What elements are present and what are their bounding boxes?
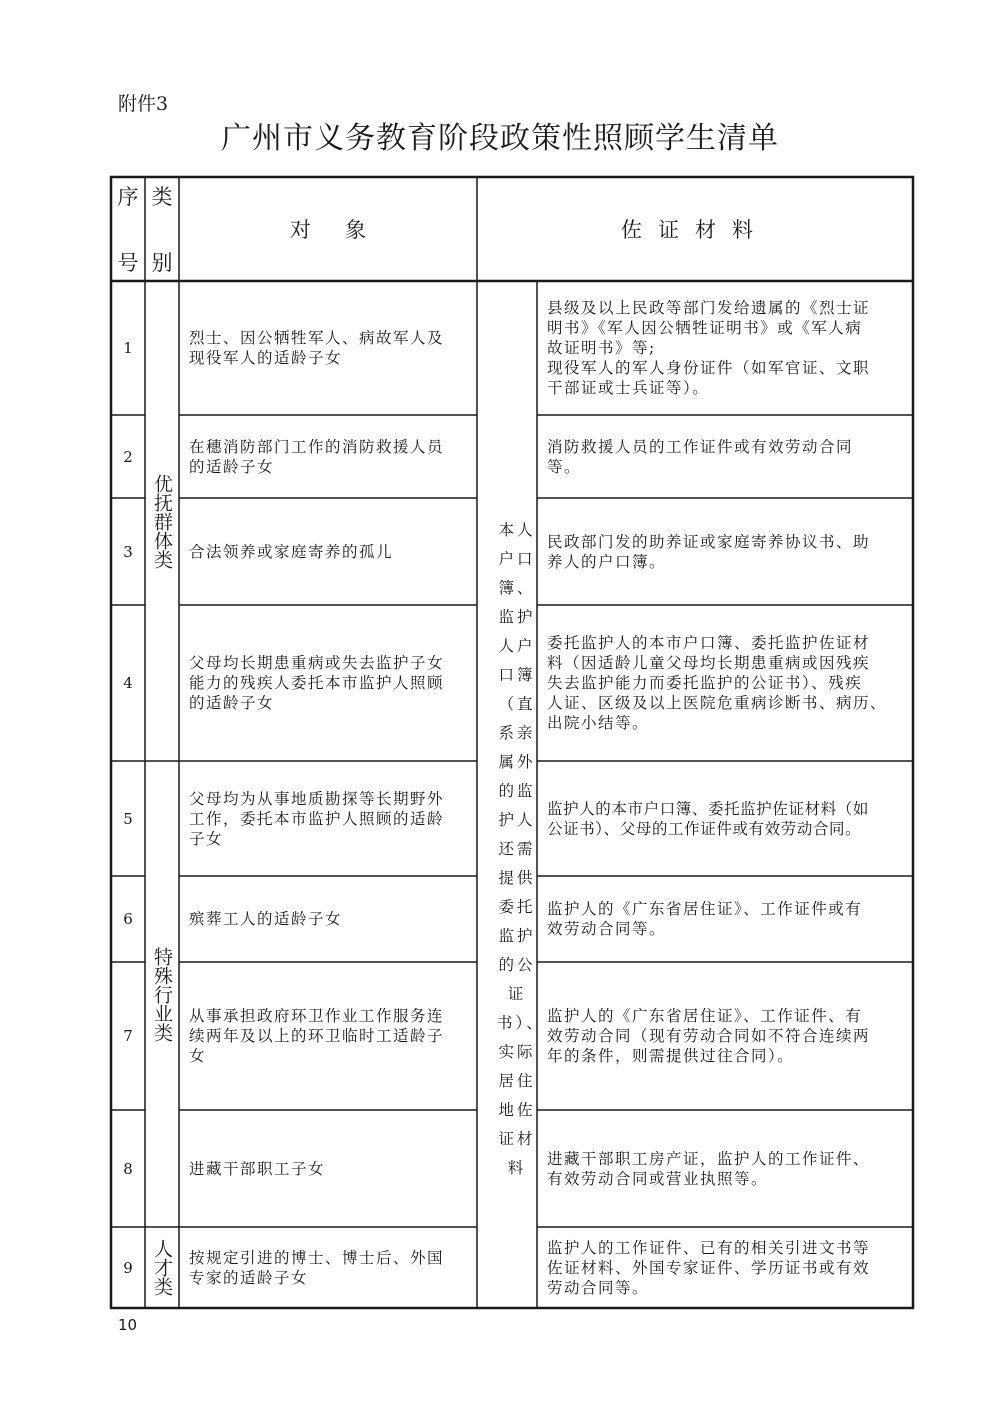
category-teshu: 特殊行业类	[151, 946, 173, 1042]
table-row-target: 从事承担政府环卫作业工作服务连 续两年及以上的环卫临时工适龄子 女	[189, 1007, 445, 1065]
table-row-target: 烈士、因公牺牲军人、病故军人及 现役军人的适龄子女	[189, 329, 445, 367]
table-row-target: 进藏干部职工子女	[189, 1159, 326, 1178]
table-row-evidence: 消防救援人员的工作证件或有效劳动合同 等。	[547, 437, 854, 476]
table-row-target: 父母均长期患重病或失去监护子女 能力的残疾人委托本市监护人照顾 的适龄子女	[189, 654, 445, 712]
table-row-evidence: 进藏干部职工房产证，监护人的工作证件、 有效劳动合同或营业执照等。	[547, 1149, 871, 1188]
table-row-num: 8	[123, 1159, 133, 1178]
table-row-num: 5	[123, 809, 133, 828]
common-material-cell	[477, 281, 545, 1308]
table-row-num: 7	[123, 1027, 133, 1045]
header-category	[145, 177, 179, 281]
table-row-evidence: 监护人的工作证件、已有的相关引进文书等 佐证材料、外国专家证件、学历证书或有效 劳动合同等。	[547, 1238, 871, 1297]
header-seq-char-1: 序	[117, 185, 139, 209]
header-seq	[111, 177, 145, 281]
category-youfu: 优抚群体类	[151, 473, 173, 569]
table-row-evidence: 监护人的本市户口簿、委托监护佐证材料（如 公证书）、父母的工作证件或有效劳动合同。	[547, 799, 870, 838]
attachment-label: 附件3	[118, 93, 169, 115]
table-row-target: 在穗消防部门工作的消防救援人员 的适龄子女	[189, 437, 445, 476]
header-category-char-2: 别	[151, 251, 173, 275]
category-rencai: 人才类	[151, 1239, 173, 1296]
table-row-num: 1	[123, 339, 133, 357]
table-row-num: 9	[123, 1258, 133, 1277]
table-row-target: 按规定引进的博士、博士后、外国 专家的适龄子女	[189, 1248, 445, 1287]
header-category-char-1: 类	[151, 185, 173, 209]
table-row-num: 2	[123, 447, 133, 466]
page-title: 广州市义务教育阶段政策性照顾学生清单	[221, 121, 779, 156]
common-material-text: 本人 户口 簿、 监护 人户 口簿 （直 系亲 属外 的监 护人 还需 提供 委托 监护 的公 证 书）、 实际 居住 地佐 证材 料	[497, 521, 545, 1177]
table-row-evidence: 委托监护人的本市户口簿、委托监护佐证材 料（因适龄儿童父母均长期患重病或因残疾 失去监护能力而委托监护的公证书）、残疾 人证、区级及以上医院危重病诊断书、病历、 出院小结等。	[547, 634, 888, 732]
table-row-evidence: 民政部门发的助养证或家庭寄养协议书、助 养人的户口簿。	[547, 532, 871, 571]
header-evidence: 佐证材料	[621, 218, 769, 242]
table-row-evidence: 监护人的《广东省居住证》、工作证件、有 效劳动合同（现有劳动合同如不符合连续两 年的条件，则需提供过往合同）。	[547, 1007, 871, 1065]
table-row-evidence: 监护人的《广东省居住证》、工作证件或有 效劳动合同等。	[547, 900, 863, 938]
table-row-target: 合法领养或家庭寄养的孤儿	[189, 542, 394, 561]
table-row-num: 6	[123, 910, 133, 928]
table-row-target: 殡葬工人的适龄子女	[189, 910, 343, 928]
table-row-target: 父母均为从事地质勘探等长期野外 工作，委托本市监护人照顾的适龄 子女	[189, 789, 445, 848]
header-target: 对象	[290, 218, 400, 242]
table-row-evidence: 县级及以上民政等部门发给遗属的《烈士证 明书》《军人因公牺牲证明书》或《军人病 故证明书》等; 现役军人的军人身份证件（如军官证、文职 干部证或士兵证等）。	[547, 299, 871, 397]
table-row-num: 3	[123, 542, 133, 561]
header-seq-char-2: 号	[117, 251, 139, 275]
page-number: 10	[118, 1316, 138, 1334]
table-row-num: 4	[123, 674, 133, 692]
